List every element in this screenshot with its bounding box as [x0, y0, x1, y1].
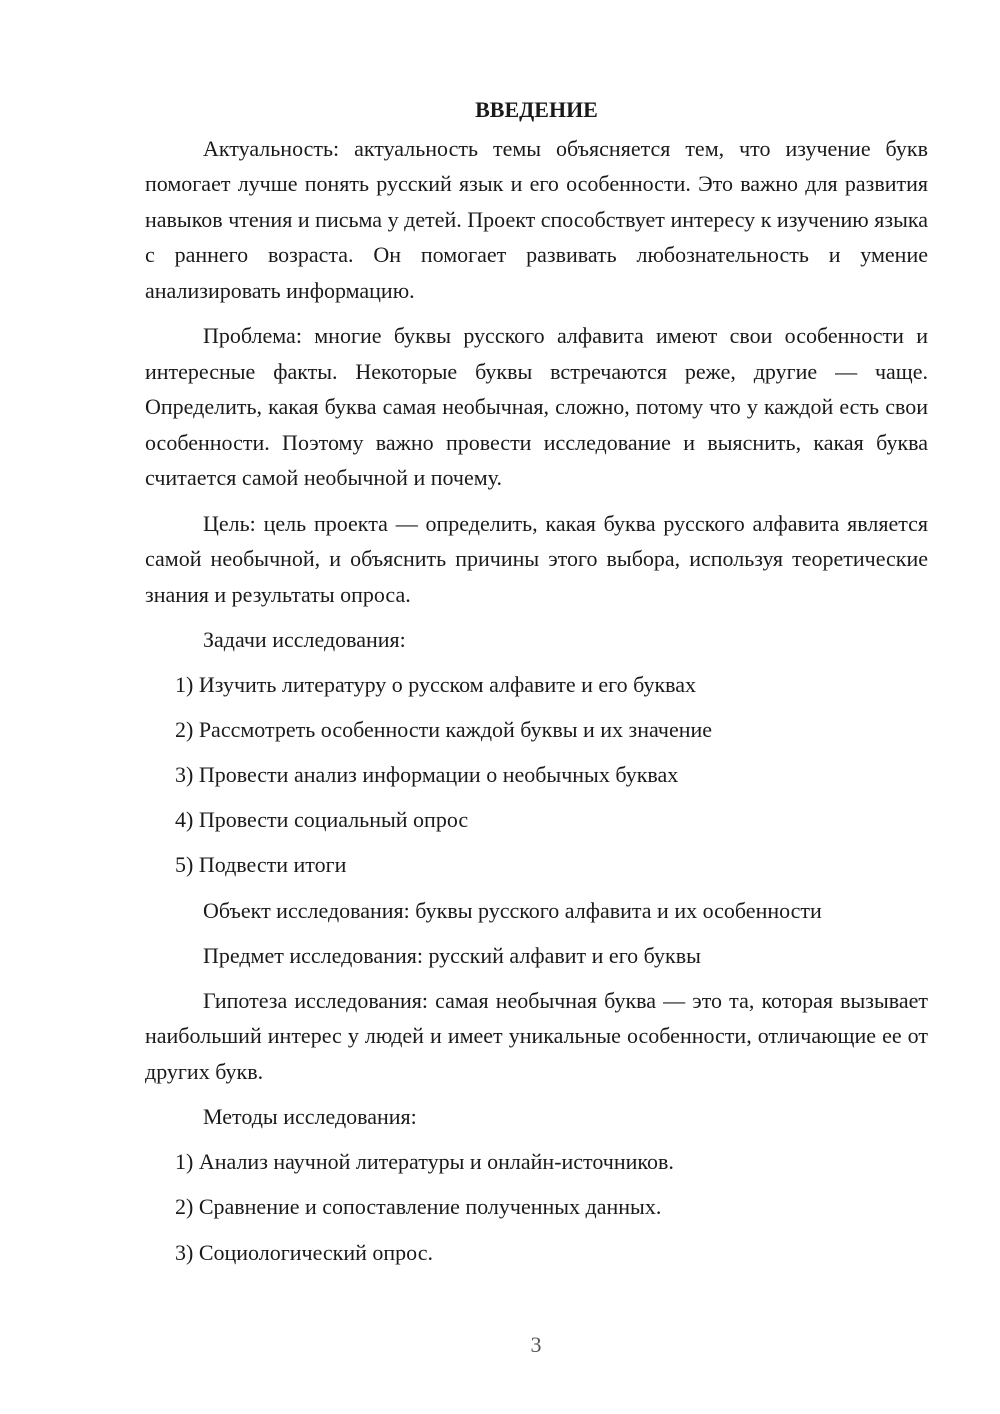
research-object: Объект исследования: буквы русского алфавита и их особенности [203, 897, 822, 923]
relevance-paragraph: Актуальность: актуальность темы объясняется тем, что изучение букв помогает лучше понять русский язык и его особенности. Это важно для развития навыков чтения и письма у детей. Проект способствует интересу к изучению языка с раннего возраста. Он помогает развивать любознательность и умение анализировать информацию. [145, 135, 928, 303]
goal-paragraph: Цель: цель проекта — определить, какая буква русского алфавита является самой необычной, и объяснить причины этого выбора, используя теоретические знания и результаты опроса. [145, 510, 928, 607]
methods-heading: Методы исследования: [203, 1104, 417, 1130]
problem-paragraph: Проблема: многие буквы русского алфавита имеют свои особенности и интересные факты. Некоторые буквы встречаются реже, другие — чаще. Определить, какая буква самая необычная, сложно, потому что у каждой есть свои особенности. Поэтому важно провести исследование и выяснить, какая буква считается самой необычной и почему. [145, 323, 928, 490]
task-item-5: 5) Подвести итоги [175, 852, 347, 878]
document-page [145, 92, 928, 1280]
research-subject: Предмет исследования: русский алфавит и его буквы [203, 942, 701, 968]
hypothesis-paragraph: Гипотеза исследования: самая необычная буква — это та, которая вызывает наибольший интерес у людей и имеет уникальные особенности, отличающие ее от других букв. [145, 987, 928, 1084]
method-item-2: 2) Сравнение и сопоставление полученных данных. [175, 1194, 662, 1220]
tasks-heading: Задачи исследования: [203, 627, 406, 652]
page-number: 3 [530, 1332, 542, 1357]
section-title: ВВЕДЕНИЕ [475, 97, 598, 122]
method-item-1: 1) Анализ научной литературы и онлайн-источников. [175, 1149, 674, 1175]
task-item-3: 3) Провести анализ информации о необычных буквах [175, 762, 679, 788]
method-item-3: 3) Социологический опрос. [175, 1239, 433, 1265]
task-item-2: 2) Рассмотреть особенности каждой буквы и их значение [175, 717, 713, 743]
task-item-4: 4) Провести социальный опрос [175, 807, 469, 833]
task-item-1: 1) Изучить литературу о русском алфавите и его буквах [175, 672, 697, 698]
